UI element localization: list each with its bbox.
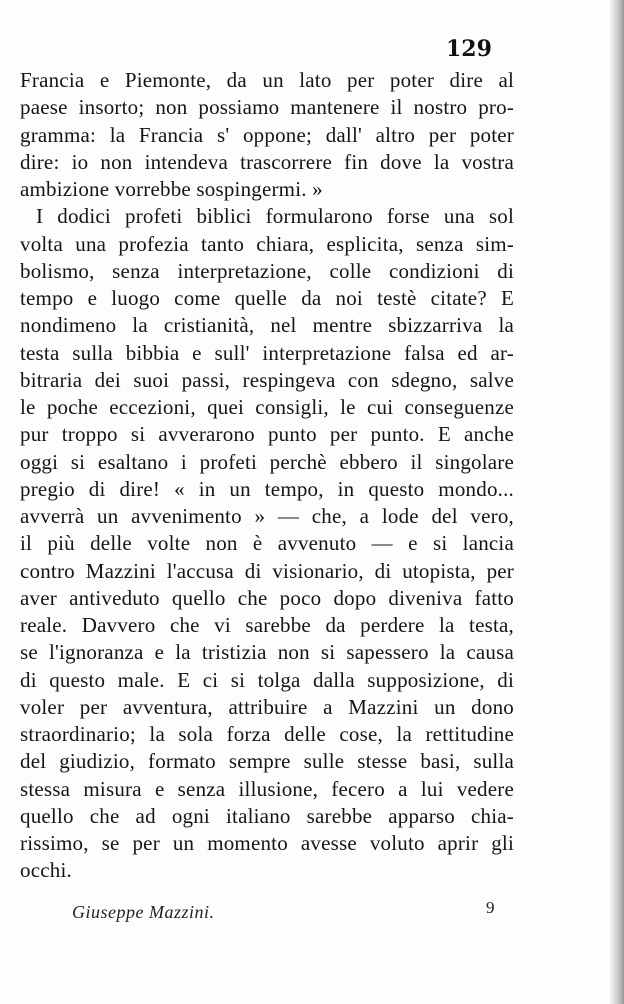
text-line: oggi si esaltano i profeti perchè ebbero il singolare <box>20 449 514 474</box>
text-line: nondimeno la cristianità, nel mentre sbizzarriva la <box>20 313 514 338</box>
page-edge-shadow <box>610 0 624 1004</box>
text-line: il più delle volte non è avvenuto — e si lancia <box>20 531 514 556</box>
text-line: rissimo, se per un momento avesse voluto aprir gli <box>20 831 514 855</box>
text-line: Francia e Piemonte, da un lato per poter dire al <box>20 68 514 92</box>
text-line: dire: io non intendeva trascorrere fin dove la vostra <box>20 149 514 174</box>
text-line: se l'ignoranza e la tristizia non si sapessero la causa <box>20 640 514 665</box>
text-line: contro Mazzini l'accusa di visionario, di utopista, per <box>20 558 514 583</box>
text-line: voler per avventura, attribuire a Mazzini un dono <box>20 694 514 719</box>
text-line: occhi. <box>20 858 72 883</box>
text-line: straordinario; la sola forza delle cose, la rettitudine <box>20 722 514 746</box>
text-line: le poche eccezioni, quei consigli, le cui conseguenze <box>20 395 514 419</box>
text-line: del giudizio, formato sempre sulle stesse basi, sulla <box>20 749 514 774</box>
text-line: I dodici profeti biblici formularono forse una sol <box>36 204 514 229</box>
text-line: pregio di dire! « in un tempo, in questo mondo... <box>20 476 514 501</box>
footer-signature: Giuseppe Mazzini. <box>72 902 215 922</box>
text-line: ambizione vorrebbe sospingermi. » <box>20 177 323 201</box>
sheet-number: 9 <box>486 898 495 917</box>
text-line: paese insorto; non possiamo mantenere il nostro pro- <box>20 95 514 120</box>
body-text <box>20 67 514 885</box>
text-line: quello che ad ogni italiano sarebbe apparso chia- <box>20 803 514 828</box>
text-line: bitraria dei suoi passi, respingeva con sdegno, salve <box>20 367 514 392</box>
page-number: 129 <box>446 36 492 62</box>
text-line: tempo e luogo come quelle da noi testè citate? E <box>20 286 514 310</box>
text-line: volta una profezia tanto chiara, esplicita, senza sim- <box>20 231 514 256</box>
text-line: testa sulla bibbia e sull' interpretazione falsa ed ar- <box>20 340 514 365</box>
text-line: avverrà un avvenimento » — che, a lode del vero, <box>20 504 514 528</box>
text-line: pur troppo si avverarono punto per punto. E anche <box>20 422 514 447</box>
text-line: gramma: la Francia s' oppone; dall' altro per poter <box>20 122 514 147</box>
text-line: stessa misura e senza illusione, fecero a lui vedere <box>20 776 514 801</box>
text-line: aver antiveduto quello che poco dopo diveniva fatto <box>20 585 514 610</box>
text-line: reale. Davvero che vi sarebbe da perdere la testa, <box>20 613 514 637</box>
text-line: bolismo, senza interpretazione, colle condizioni di <box>20 258 514 283</box>
text-line: di questo male. E ci si tolga dalla supposizione, di <box>20 667 514 692</box>
